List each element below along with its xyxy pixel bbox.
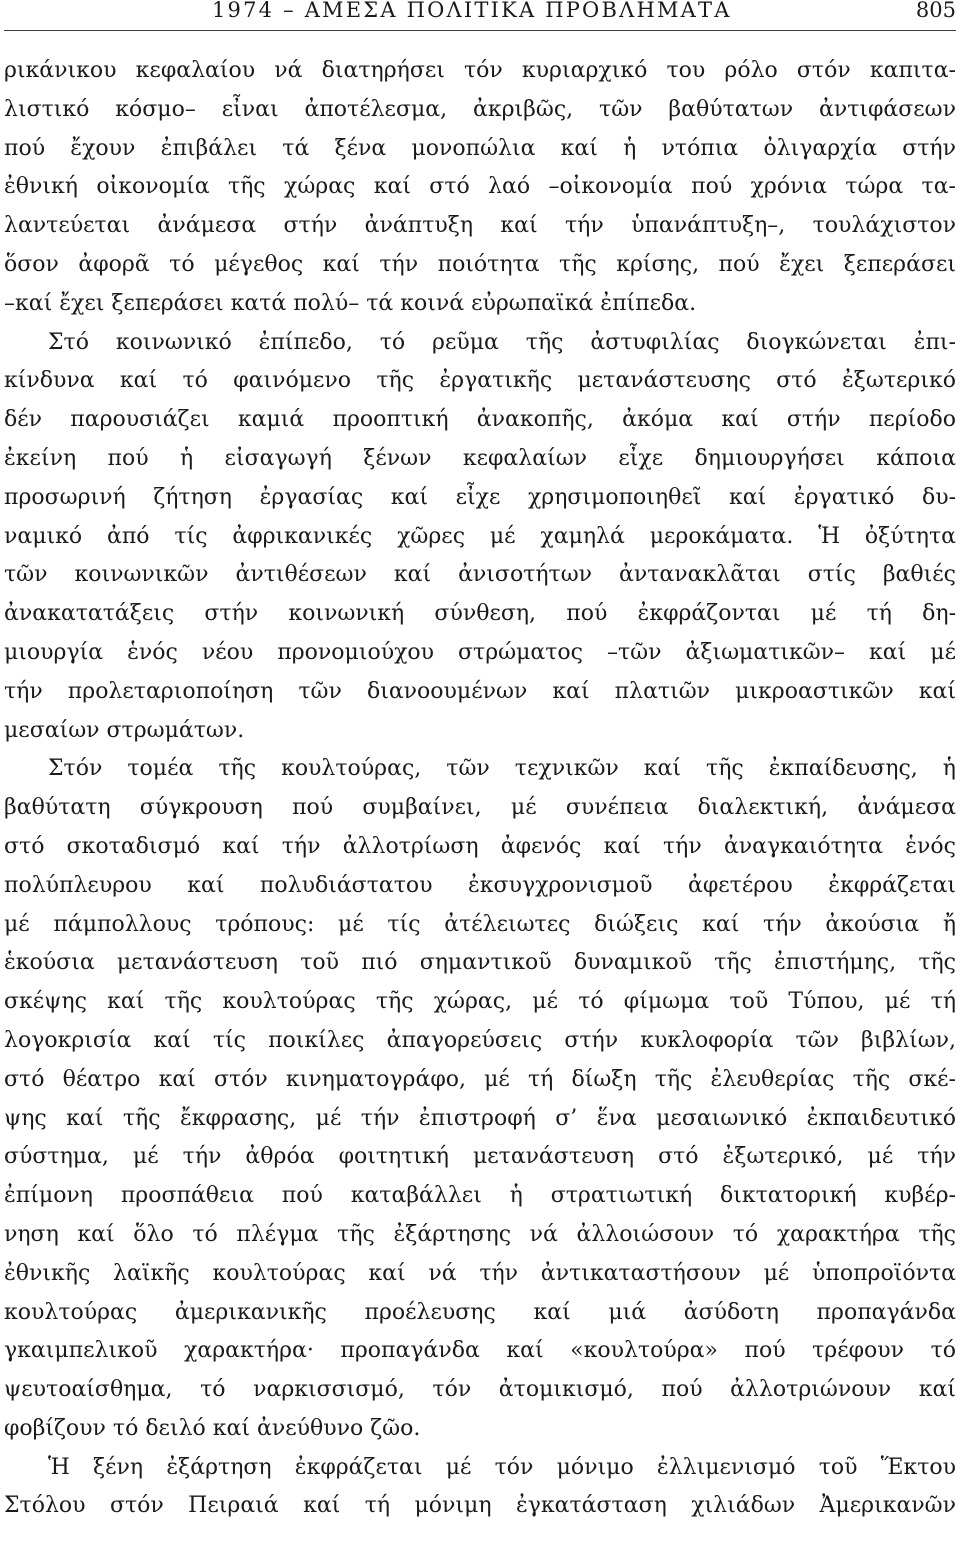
text-line: τήν προλεταριοποίηση τῶν διανοουμένων καί πλατιῶν μικροαστικῶν καί <box>4 678 956 704</box>
text-line: λιστικό κόσμο– εἶναι ἀποτέλεσμα, ἀκριβῶς, τῶν βαθύτατων ἀντιφάσεων <box>4 96 956 122</box>
text-line: –καί ἔχει ξεπεράσει κατά πολύ– τά κοινά εὐρωπαϊκά ἐπίπεδα. <box>4 290 697 316</box>
text-line: μεσαίων στρωμάτων. <box>4 717 245 743</box>
text-line: δέν παρουσιάζει καμιά προοπτική ἀνακοπῆς, ἀκόμα καί στήν περίοδο <box>4 407 956 433</box>
text-line: προσωρινή ζήτηση ἐργασίας καί εἶχε χρησιμοποιηθεῖ καί ἐργατικό δυ- <box>4 484 956 510</box>
page-number: 805 <box>915 0 956 22</box>
text-line: κίνδυνα καί τό φαινόμενο τῆς ἐργατικῆς μετανάστευσης στό ἐξωτερικό <box>4 368 956 394</box>
text-line: λαντεύεται ἀνάμεσα στήν ἀνάπτυξη καί τήν ὑπανάπτυξη–, τουλάχιστον <box>4 213 956 239</box>
text-line: ἐπίμονη προσπάθεια πού καταβάλλει ἡ στρατιωτική δικτατορική κυβέρ- <box>4 1183 956 1209</box>
text-line: Στόλου στόν Πειραιά καί τή μόνιμη ἐγκατάσταση χιλιάδων Ἀμερικανῶν <box>4 1493 956 1519</box>
text-line: ἐθνική οἰκονομία τῆς χώρας καί στό λαό –οἰκονομία πού χρόνια τώρα τα- <box>4 174 956 200</box>
text-line: σκέψης καί τῆς κουλτούρας τῆς χώρας, μέ τό φίμωμα τοῦ Τύπου, μέ τή <box>4 989 956 1015</box>
text-line: βαθύτατη σύγκρουση πού συμβαίνει, μέ συνέπεια διαλεκτική, ἀνάμεσα <box>4 795 956 821</box>
text-line: Στόν τομέα τῆς κουλτούρας, τῶν τεχνικῶν καί τῆς ἐκπαίδευσης, ἡ <box>48 756 956 782</box>
text-line: πού ἔχουν ἐπιβάλει τά ξένα μονοπώλια καί ἡ ντόπια ὀλιγαρχία στήν <box>4 135 956 161</box>
text-line: Στό κοινωνικό ἐπίπεδο, τό ρεῦμα τῆς ἀστυφιλίας διογκώνεται ἐπι- <box>48 329 956 355</box>
text-line: ψης καί τῆς ἔκφρασης, μέ τήν ἐπιστροφή σ’ ἕνα μεσαιωνικό ἐκπαιδευτικό <box>4 1105 956 1131</box>
text-line: στό σκοταδισμό καί τήν ἀλλοτρίωση ἀφενός καί τήν ἀναγκαιότητα ἑνός <box>4 833 956 859</box>
text-line: ὅσον ἀφορᾶ τό μέγεθος καί τήν ποιότητα τῆς κρίσης, πού ἔχει ξεπεράσει <box>4 251 956 277</box>
text-line: τῶν κοινωνικῶν ἀντιθέσεων καί ἀνισοτήτων ἀντανακλᾶται στίς βαθιές <box>4 562 956 588</box>
text-line: κουλτούρας ἀμερικανικῆς προέλευσης καί μιά ἀσύδοτη προπαγάνδα <box>4 1299 956 1325</box>
text-line: ἐκείνη πού ἡ εἰσαγωγή ξένων κεφαλαίων εἶχε δημιουργήσει κάποια <box>4 445 956 471</box>
text-line: Ἡ ξένη ἐξάρτηση ἐκφράζεται μέ τόν μόνιμο ἐλλιμενισμό τοῦ Ἕκτου <box>48 1454 956 1480</box>
text-line: γκαιμπελικοῦ χαρακτήρα· προπαγάνδα καί «κουλτούρα» πού τρέφουν τό <box>4 1338 956 1364</box>
text-line: ἀνακατατάξεις στήν κοινωνική σύνθεση, πού ἐκφράζονται μέ τή δη- <box>4 601 956 627</box>
text-line: νηση καί ὅλο τό πλέγμα τῆς ἐξάρτησης νά ἀλλοιώσουν τό χαρακτήρα τῆς <box>4 1221 956 1247</box>
text-line: στό θέατρο καί στόν κινηματογράφο, μέ τή δίωξη τῆς ἐλευθερίας τῆς σκέ- <box>4 1066 956 1092</box>
text-line: ἐθνικῆς λαϊκῆς κουλτούρας καί νά τήν ἀντικαταστήσουν μέ ὑποπροϊόντα <box>4 1260 956 1286</box>
text-line: πολύπλευρου καί πολυδιάστατου ἐκσυγχρονισμοῦ ἀφετέρου ἐκφράζεται <box>4 872 956 898</box>
text-line: μιουργία ἑνός νέου προνομιούχου στρώματος –τῶν ἀξιωματικῶν– καί μέ <box>4 639 956 665</box>
text-line: μέ πάμπολλους τρόπους: μέ τίς ἀτέλειωτες διώξεις καί τήν ἀκούσια ἤ <box>4 911 956 937</box>
running-head-title: 1974 – ΑΜΕΣΑ ΠΟΛΙΤΙΚΑ ΠΡΟΒΛΗΜΑΤΑ <box>212 0 732 22</box>
text-line: ρικάνικου κεφαλαίου νά διατηρήσει τόν κυριαρχικό του ρόλο στόν καπιτα- <box>4 58 956 83</box>
text-line: ναμικό ἀπό τίς ἀφρικανικές χῶρες μέ χαμηλά μεροκάματα. Ἡ ὀξύτητα <box>4 523 956 549</box>
header-rule <box>4 30 956 31</box>
body-text <box>4 52 956 1526</box>
running-head <box>0 0 960 26</box>
text-line: λογοκρισία καί τίς ποικίλες ἀπαγορεύσεις στήν κυκλοφορία τῶν βιβλίων, <box>4 1027 956 1053</box>
text-line: σύστημα, μέ τήν ἀθρόα φοιτητική μετανάστευση στό ἐξωτερικό, μέ τήν <box>4 1144 956 1170</box>
text-line: φοβίζουν τό δειλό καί ἀνεύθυνο ζῶο. <box>4 1415 421 1441</box>
text-line: ψευτοαίσθημα, τό ναρκισσισμό, τόν ἀτομικισμό, πού ἀλλοτριώνουν καί <box>4 1377 956 1403</box>
text-line: ἑκούσια μετανάστευση τοῦ πιό σημαντικοῦ δυναμικοῦ τῆς ἐπιστήμης, τῆς <box>4 950 956 976</box>
